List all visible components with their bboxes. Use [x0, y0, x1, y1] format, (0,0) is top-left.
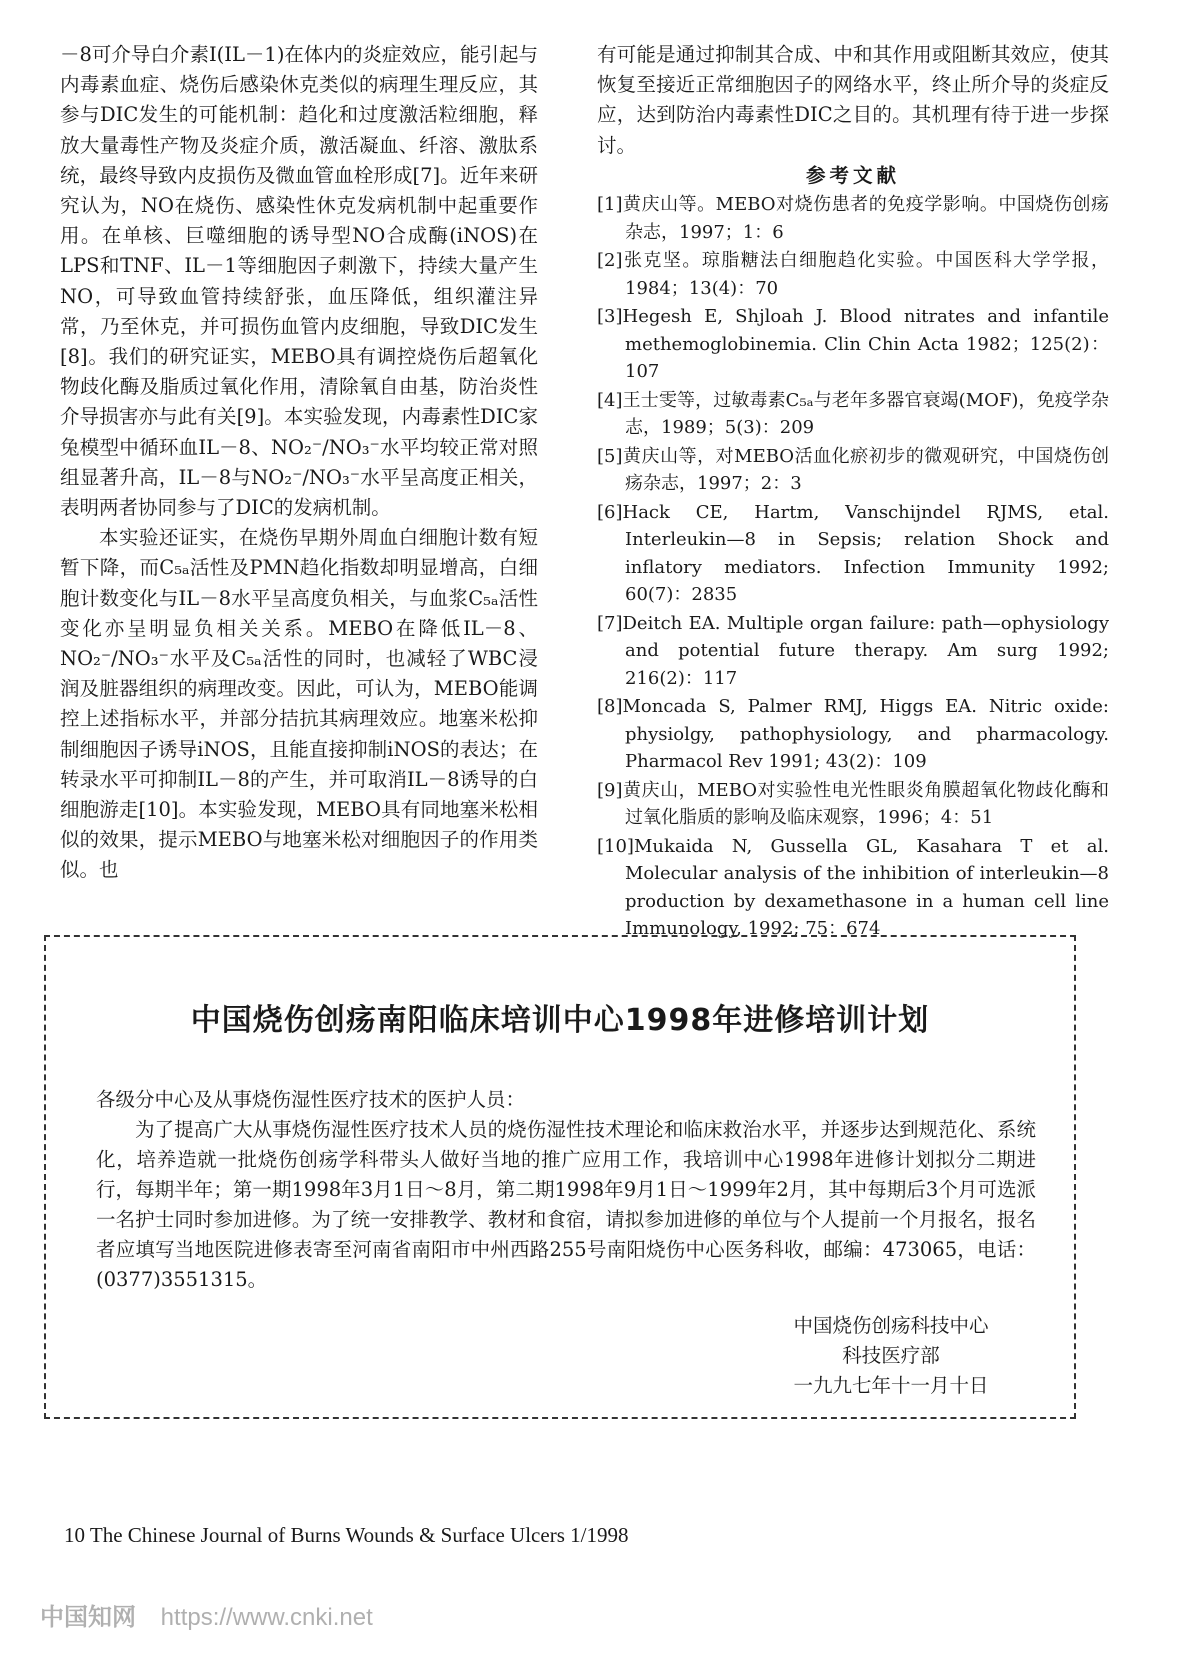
watermark: [40, 1597, 373, 1632]
body-paragraph: －8可介导白介素I(IL－1)在体内的炎症效应，能引起与内毒素血症、烧伤后感染休克类似的病理生理反应，其参与DIC发生的可能机制：趋化和过度激活粒细胞，释放大量毒性产物及炎症介质，激活凝血、纤溶、激肽系统，最终导致内皮损伤及微血管血栓形成[7]。近年来研究认为，NO在烧伤、感染性休克发病机制中起重要作用。在单核、巨噬细胞的诱导型NO合成酶(iNOS)在LPS和TNF、IL－1等细胞因子刺激下，持续大量产生NO，可导致血管持续舒张，血压降低，组织灌注异常，乃至休克，并可损伤血管内皮细胞，导致DIC发生[8]。我们的研究证实，MEBO具有调控烧伤后超氧化物歧化酶及脂质过氧化作用，清除氧自由基，防治炎性介导损害亦与此有关[9]。本实验发现，内毒素性DIC家兔模型中循环血IL－8、NO₂⁻/NO₃⁻水平均较正常对照组显著升高，IL－8与NO₂⁻/NO₃⁻水平呈高度正相关，表明两者协同参与了DIC的发病机制。: [60, 43, 538, 520]
references-heading: 参考文献: [805, 163, 900, 187]
reference-item: [3]Hegesh E, Shjloah J. Blood nitrates and infantile methemoglobinemia. Clin Chin Acta 1982；125(2)：107: [597, 306, 1109, 383]
reference-list: [597, 191, 1109, 943]
reference-item: [5]黄庆山等，对MEBO活血化瘀初步的微观研究，中国烧伤创疡杂志，1997；2：3: [597, 445, 1109, 495]
reference-item: [10]Mukaida N, Gussella GL, Kasahara T et al. Molecular analysis of the inhibition of interleukin—8 production by dexamethasone in a human cell line Immunology, 1992; 75：674: [597, 835, 1109, 940]
reference-item: [6]Hack CE, Hartm, Vanschijndel RJMS, etal. Interleukin—8 in Sepsis; relation Shock and inflatory mediators. Infection Immunity 1992; 60(7)：2835: [597, 501, 1109, 606]
notice-body: [96, 1085, 1036, 1295]
left-column: [60, 40, 538, 886]
notice-salutation: 各级分中心及从事烧伤湿性医疗技术的医护人员：: [96, 1088, 526, 1111]
notice-box: [44, 935, 1076, 1419]
reference-item: [9]黄庆山，MEBO对实验性电光性眼炎角膜超氧化物歧化酶和过氧化脂质的影响及临床观察，1996；4：51: [597, 779, 1109, 829]
reference-item: [2]张克坚。琼脂糖法白细胞趋化实验。中国医科大学学报，1984；13(4)：70: [597, 250, 1109, 299]
reference-item: [4]王士雯等，过敏毒素C₅ₐ与老年多器官衰竭(MOF)，免疫学杂志，1989；5(3)：209: [597, 389, 1109, 439]
signature-date: 一九九七年十一月十日: [793, 1374, 989, 1397]
notice-text: 为了提高广大从事烧伤湿性医疗技术人员的烧伤湿性技术理论和临床救治水平，并逐步达到规范化、系统化，培养造就一批烧伤创疡学科带头人做好当地的推广应用工作，我培训中心1998年进修计划拟分二期进行，每期半年；第一期1998年3月1日～8月，第二期1998年9月1日～1999年2月，其中每期后3个月可选派一名护士同时参加进修。为了统一安排教学、教材和食宿，请拟参加进修的单位与个人提前一个月报名，报名者应填写当地医院进修表寄至河南省南阳市中州西路255号南阳烧伤中心医务科收，邮编：473065，电话：(0377)3551315。: [96, 1118, 1036, 1291]
reference-item: [1]黄庆山等。MEBO对烧伤患者的免疫学影响。中国烧伤创疡杂志，1997；1：6: [597, 194, 1109, 243]
body-paragraph: 有可能是通过抑制其合成、中和其作用或阻断其效应，使其恢复至接近正常细胞因子的网络水平，终止所介导的炎症反应，达到防治内毒素性DIC之目的。其机理有待于进一步探讨。: [597, 43, 1109, 157]
right-column: [597, 40, 1109, 944]
page-footer: 10 The Chinese Journal of Burns Wounds & Surface Ulcers 1/1998: [64, 1523, 629, 1547]
watermark-url: https://www.cnki.net: [160, 1604, 373, 1631]
signature-dept: 科技医疗部: [842, 1344, 940, 1367]
signature-org: 中国烧伤创疡科技中心: [793, 1314, 989, 1337]
notice-title: 中国烧伤创疡南阳临床培训中心1998年进修培训计划: [190, 1003, 930, 1038]
notice-signature: [746, 1311, 1036, 1401]
reference-item: [8]Moncada S, Palmer RMJ, Higgs EA. Nitric oxide: physiolgy, pathophysiology, and pharmacology. Pharmacol Rev 1991; 43(2)：109: [597, 696, 1109, 773]
reference-item: [7]Deitch EA. Multiple organ failure: path—ophysiology and potential future therapy. Am surg 1992; 216(2)：117: [597, 612, 1109, 689]
watermark-brand: 中国知网: [40, 1604, 136, 1631]
body-paragraph: 本实验还证实，在烧伤早期外周血白细胞计数有短暂下降，而C₅ₐ活性及PMN趋化指数却明显增高，白细胞计数变化与IL－8水平呈高度负相关，与血浆C₅ₐ活性变化亦呈明显负相关关系。MEBO在降低IL－8、NO₂⁻/NO₃⁻水平及C₅ₐ活性的同时，也减轻了WBC浸润及脏器组织的病理改变。因此，可认为，MEBO能调控上述指标水平，并部分拮抗其病理效应。地塞米松抑制细胞因子诱导iNOS，且能直接抑制iNOS的表达；在转录水平可抑制IL－8的产生，并可取消IL－8诱导的白细胞游走[10]。本实验发现，MEBO具有同地塞米松相似的效果，提示MEBO与地塞米松对细胞因子的作用类似。也: [60, 526, 538, 882]
